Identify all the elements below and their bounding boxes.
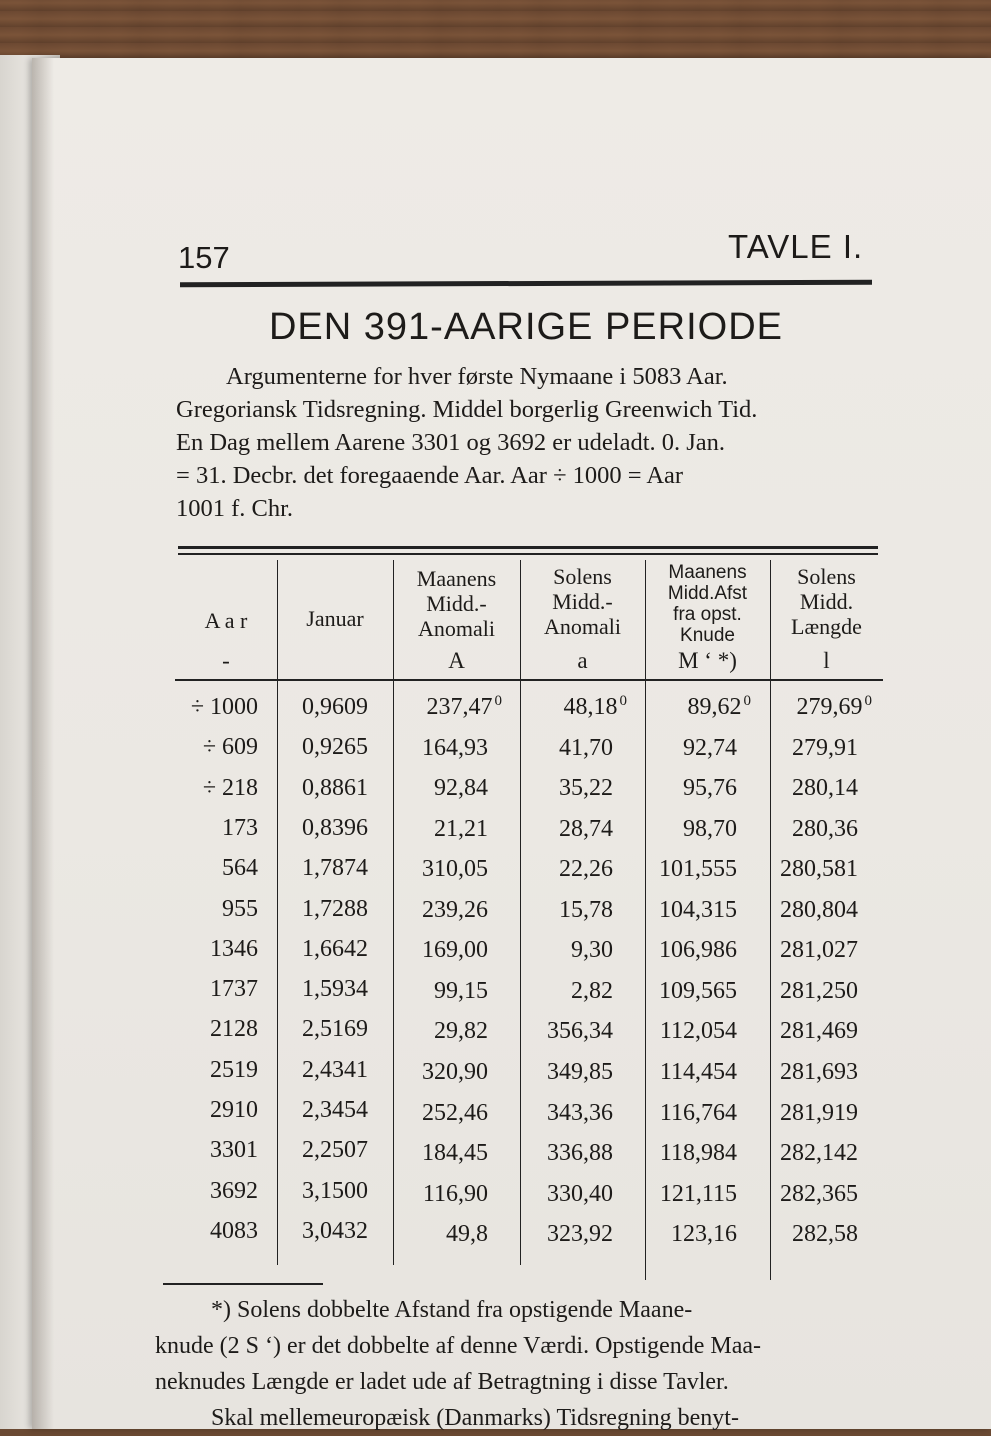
column-header <box>175 608 277 633</box>
table-top-rule <box>178 546 878 549</box>
table-cell: 237,47 $^0$ <box>426 693 502 720</box>
table-cell: 2,82 <box>571 977 613 1004</box>
table-cell: 1,5934 <box>302 976 368 1003</box>
table-cell: 310,05 <box>422 856 488 883</box>
degree-mark: 0 <box>494 693 502 709</box>
degree-mark: 0 <box>864 693 872 709</box>
table-cell: 112,054 <box>659 1018 737 1045</box>
table-cell: 95,76 <box>683 775 737 802</box>
header-line: Januar <box>306 606 364 631</box>
header-line: Midd. <box>799 589 854 614</box>
degree-mark: 0 <box>619 693 627 709</box>
page-number: 157 <box>178 240 230 275</box>
table-cell: 164,93 <box>422 734 488 761</box>
table-cell: 121,115 <box>659 1180 737 1207</box>
table-cell: ÷ 218 <box>202 774 258 801</box>
table-cell: 2,3454 <box>302 1097 368 1123</box>
table-cell: 2128 <box>210 1016 258 1043</box>
header-line: Solens <box>797 564 856 589</box>
table-cell: 98,70 <box>683 815 737 842</box>
table-cell: 280,581 <box>780 856 858 883</box>
table-cell: 101,555 <box>659 856 737 883</box>
table-cell: ÷ 609 <box>202 734 258 761</box>
column-symbol: M ‘ *) <box>678 648 737 673</box>
table-cell: 0,9265 <box>302 734 368 761</box>
table-cell: 282,365 <box>780 1180 858 1207</box>
table-cell: 279,91 <box>792 734 858 761</box>
table-cell: ÷ 1000 <box>190 694 258 720</box>
header-line: Midd.Afst <box>667 583 748 604</box>
table-cell: 349,85 <box>547 1058 613 1085</box>
table-cell: 114,454 <box>659 1058 737 1085</box>
table-cell: 118,984 <box>659 1140 737 1167</box>
header-line: Midd.- <box>426 591 487 616</box>
table-cell: 29,82 <box>434 1018 488 1045</box>
table-cell: 1346 <box>210 935 258 962</box>
header-line: Længde <box>791 614 862 639</box>
intro-line: Argumenterne for hver første Nymaane i 5083 Aar. <box>226 363 728 390</box>
table-cell: 2,2507 <box>302 1137 368 1164</box>
table-cell: 0,8861 <box>302 774 368 801</box>
table-cell: 343,36 <box>547 1099 613 1126</box>
header-line: fra opst. <box>673 604 742 625</box>
table-cell: 123,16 <box>671 1221 737 1248</box>
table-cell: 356,34 <box>547 1018 613 1045</box>
table-cell: 2,4341 <box>302 1056 368 1083</box>
footnote-line: *) Solens dobbelte Afstand fra opstigende Maane- <box>211 1297 693 1323</box>
table-cell: 955 <box>222 895 258 922</box>
table-cell: 173 <box>222 814 258 841</box>
table-cell: 281,693 <box>780 1058 858 1085</box>
table-cell: 3692 <box>210 1177 258 1204</box>
table-cell: 564 <box>222 855 258 882</box>
column-symbol: a <box>577 648 588 673</box>
column-rule <box>277 560 278 1265</box>
column-header <box>520 564 645 639</box>
table-cell: 2,5169 <box>302 1016 368 1043</box>
table-cell: 9,30 <box>571 937 613 964</box>
table-cell: 106,986 <box>659 937 737 964</box>
table-cell: 89,62 $^0$ <box>687 693 751 720</box>
table-cell: 28,74 <box>559 815 613 842</box>
column-symbol: l <box>823 648 830 673</box>
table-cell: 330,40 <box>547 1180 613 1207</box>
table-cell: 169,00 <box>422 937 488 964</box>
table-cell: 92,84 <box>434 775 488 802</box>
column-header <box>277 606 393 631</box>
table-cell: 280,36 <box>792 815 858 842</box>
table-cell: 116,90 <box>422 1180 488 1207</box>
table-cell: 282,142 <box>780 1140 858 1167</box>
table-cell: 3301 <box>210 1137 258 1164</box>
header-line: Maanens <box>416 566 497 591</box>
table-cell: 280,804 <box>780 896 858 923</box>
table-cell: 3,0432 <box>302 1217 368 1244</box>
table-cell: 279,69 $^0$ <box>796 693 872 720</box>
table-cell: 2519 <box>210 1056 258 1083</box>
intro-line: 1001 f. Chr. <box>176 495 294 522</box>
intro-paragraph <box>176 360 876 525</box>
table-cell: 252,46 <box>422 1099 488 1126</box>
table-cell: 0,8396 <box>302 814 368 841</box>
table-top-rule-thin <box>178 553 878 555</box>
table-cell: 109,565 <box>659 977 737 1004</box>
footnote-line: knude (2 S ‘) er det dobbelte af denne Værdi. Opstigende Maa- <box>155 1333 762 1359</box>
table-cell: 99,15 <box>434 977 488 1004</box>
column-header <box>393 566 520 641</box>
table-header-rule <box>175 679 883 681</box>
table-cell: 1,7288 <box>302 895 368 922</box>
table-cell: 4083 <box>210 1217 258 1244</box>
header-line: Knude <box>680 625 735 646</box>
table-cell: 49,8 <box>446 1221 488 1248</box>
table-cell: 323,92 <box>547 1221 613 1248</box>
column-header <box>645 562 770 646</box>
table-cell: 280,14 <box>792 775 858 802</box>
table-cell: 48,18 $^0$ <box>563 693 627 720</box>
table-cell: 0,9609 <box>302 694 368 720</box>
intro-line: = 31. Decbr. det foregaaende Aar. Aar ÷ 1000 = Aar <box>176 462 684 489</box>
table-cell: 35,22 <box>559 775 613 802</box>
table-cell: 104,315 <box>659 896 737 923</box>
footnote <box>155 1292 895 1436</box>
table-cell: 1737 <box>210 976 258 1003</box>
table-cell: 184,45 <box>422 1140 488 1167</box>
table-cell: 281,250 <box>780 977 858 1004</box>
header-line: Solens <box>553 564 612 589</box>
page-title: DEN 391-AARIGE PERIODE <box>268 306 784 348</box>
table-cell: 239,26 <box>422 896 488 923</box>
table-cell: 281,027 <box>780 937 858 964</box>
column-header <box>770 564 883 639</box>
header-line: Anomali <box>418 616 495 641</box>
header-line: Midd.- <box>552 589 613 614</box>
table-cell: 1,7874 <box>302 855 368 882</box>
table-cell: 281,919 <box>780 1099 858 1126</box>
table-cell: 116,764 <box>659 1099 737 1126</box>
page-gutter-shadow <box>32 58 54 1429</box>
footnote-line: neknudes Længde er ladet ude af Betragtning i disse Tavler. <box>155 1369 729 1395</box>
table-cell: 41,70 <box>559 734 613 761</box>
header-line: A a r <box>204 608 248 633</box>
table-cell: 21,21 <box>434 815 488 842</box>
table-cell: 336,88 <box>547 1140 613 1167</box>
header-line: Maanens <box>668 562 747 583</box>
table-cell: 320,90 <box>422 1058 488 1085</box>
footnote-rule <box>163 1283 323 1285</box>
table-cell: 2910 <box>210 1097 258 1123</box>
intro-line: En Dag mellem Aarene 3301 og 3692 er udeladt. 0. Jan. <box>176 429 726 456</box>
table-cell: 282,58 <box>792 1221 858 1248</box>
table-cell: 22,26 <box>559 856 613 883</box>
degree-mark: 0 <box>743 693 751 709</box>
header-line: Anomali <box>544 614 621 639</box>
table-cell: 281,469 <box>780 1018 858 1045</box>
table-cell: 3,1500 <box>302 1177 368 1204</box>
intro-line: Gregoriansk Tidsregning. Middel borgerlig Greenwich Tid. <box>176 396 758 423</box>
column-symbol: A <box>448 648 465 673</box>
table-cell: 92,74 <box>683 734 737 761</box>
footnote-line: Skal mellemeuropæisk (Danmarks) Tidsregning benyt- <box>211 1405 739 1431</box>
table-cell: 15,78 <box>559 896 613 923</box>
table-cell: 1,6642 <box>302 935 368 962</box>
page-heading: TAVLE I. <box>728 228 864 265</box>
column-symbol: - <box>222 648 230 673</box>
